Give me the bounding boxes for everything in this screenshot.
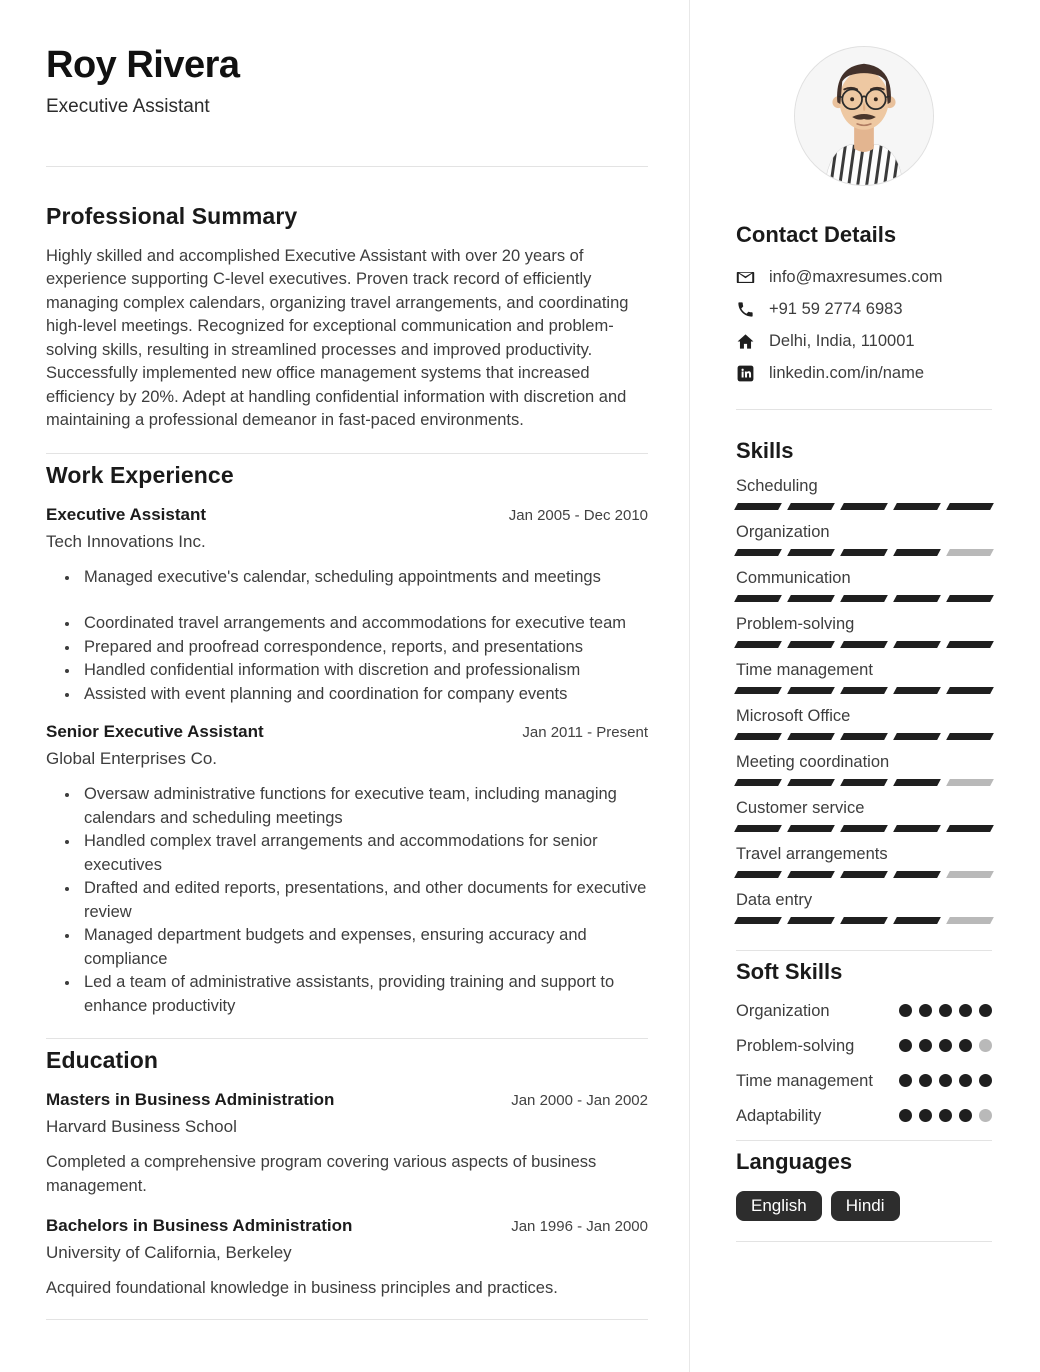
contact-address: Delhi, India, 110001 [769, 332, 915, 350]
education-dates: Jan 2000 - Jan 2002 [511, 1092, 648, 1110]
language-pill: Hindi [831, 1191, 900, 1221]
job-entry [46, 505, 648, 707]
skill-level-bar [736, 503, 992, 510]
job-bullet: • Managed executive's calendar, scheduling appointments and meetings [80, 566, 648, 590]
skill-level-bar [736, 917, 992, 924]
soft-skills-list [736, 999, 992, 1128]
soft-skill-item [736, 1104, 992, 1128]
job-bullet: • Oversaw administrative functions for executive team, including managing calendars and scheduling meetings [80, 783, 648, 830]
soft-skill-name: Problem-solving [736, 1037, 855, 1055]
home-icon [736, 332, 755, 351]
avatar-container [736, 46, 992, 186]
person-name: Roy Rivera [46, 44, 240, 86]
job-bullet: • Coordinated travel arrangements and accommodations for executive team [80, 612, 648, 636]
contact-linkedin: linkedin.com/in/name [769, 364, 924, 382]
skill-level-bar [736, 733, 992, 740]
email-icon [736, 268, 755, 287]
skill-item [736, 523, 992, 556]
sidebar [736, 0, 992, 1372]
contact-item-address [736, 332, 992, 351]
soft-skill-item [736, 1069, 992, 1093]
languages-heading: Languages [736, 1149, 853, 1174]
school-name: Harvard Business School [46, 1117, 237, 1137]
skill-level-bar [736, 595, 992, 602]
job-dates: Jan 2005 - Dec 2010 [508, 506, 648, 524]
skill-name: Organization [736, 523, 830, 541]
skill-level-bar [736, 825, 992, 832]
education-header [46, 1216, 648, 1236]
soft-skill-dots [899, 999, 992, 1017]
skill-level-bar [736, 871, 992, 878]
job-bullet: • Assisted with event planning and coordination for company events [80, 683, 648, 707]
skill-item [736, 707, 992, 740]
job-bullet: • Prepared and proofread correspondence, reports, and presentations [80, 636, 648, 660]
job-bullet-list [46, 783, 648, 1018]
skill-name: Microsoft Office [736, 707, 851, 725]
soft-skill-dots [899, 1034, 992, 1052]
soft-skills-heading: Soft Skills [736, 959, 843, 984]
contact-item-linkedin [736, 364, 992, 383]
divider [736, 1140, 992, 1141]
soft-skill-name: Adaptability [736, 1107, 822, 1125]
person-title: Executive Assistant [46, 95, 210, 117]
education-description: Completed a comprehensive program covering various aspects of business management. [46, 1153, 597, 1195]
language-pill: English [736, 1191, 822, 1221]
job-bullet: • Led a team of administrative assistants, providing training and support to enhance productivity [80, 971, 648, 1018]
skill-level-bar [736, 687, 992, 694]
skill-item [736, 753, 992, 786]
education-header [46, 1090, 648, 1110]
divider [46, 1038, 648, 1039]
skill-item [736, 891, 992, 924]
degree-title: Bachelors in Business Administration [46, 1216, 353, 1236]
soft-skill-item [736, 1034, 992, 1058]
job-title: Senior Executive Assistant [46, 722, 264, 742]
job-bullet-list [46, 566, 648, 707]
job-header [46, 722, 648, 742]
column-divider [689, 0, 690, 1372]
school-name: University of California, Berkeley [46, 1243, 292, 1263]
soft-skill-item [736, 999, 992, 1023]
skill-item [736, 477, 992, 510]
soft-skill-dots [899, 1104, 992, 1122]
soft-skill-name: Organization [736, 1002, 830, 1020]
divider [46, 166, 648, 167]
job-bullet: • Handled complex travel arrangements and accommodations for senior executives [80, 830, 648, 877]
job-title: Executive Assistant [46, 504, 206, 524]
education-heading: Education [46, 1047, 159, 1074]
linkedin-icon [736, 364, 755, 383]
skill-item [736, 799, 992, 832]
divider [736, 409, 992, 410]
summary-text: Highly skilled and accomplished Executive Assistant with over 20 years of experience supporting C-level executives. Proven track record of efficiently managing complex calendars, organizing travel arrangements, and coordinating high-level meetings. Recognized for exceptional communication and problem-solving skills, resulting in streamlined processes and improved productivity. Successfully implemented new office management systems that increased efficiency by 20%. Adept at handling confidential information with discretion and maintaining a professional demeanor in fast-paced environments. [46, 246, 629, 430]
education-dates: Jan 1996 - Jan 2000 [511, 1218, 648, 1236]
education-description: Acquired foundational knowledge in business principles and practices. [46, 1279, 558, 1298]
phone-icon [736, 300, 755, 319]
skill-item [736, 845, 992, 878]
divider [736, 950, 992, 951]
contact-phone: +91 59 2774 6983 [769, 300, 903, 318]
contact-heading: Contact Details [736, 222, 897, 247]
skill-name: Problem-solving [736, 615, 855, 633]
skill-level-bar [736, 779, 992, 786]
skill-name: Communication [736, 569, 851, 587]
contact-item-phone [736, 300, 992, 319]
soft-skill-name: Time management [736, 1072, 873, 1090]
skill-name: Scheduling [736, 477, 818, 495]
skill-level-bar [736, 549, 992, 556]
skills-list [736, 477, 992, 924]
divider [46, 1319, 648, 1320]
job-bullet: • Handled confidential information with discretion and professionalism [80, 659, 648, 683]
skill-item [736, 615, 992, 648]
contact-email: info@maxresumes.com [769, 268, 943, 286]
contact-item-email [736, 268, 992, 287]
job-dates: Jan 2011 - Present [522, 724, 648, 742]
divider [46, 453, 648, 454]
skill-name: Data entry [736, 891, 813, 909]
avatar-illustration [795, 47, 933, 185]
contact-list [736, 268, 992, 383]
job-company: Global Enterprises Co. [46, 749, 218, 769]
skill-name: Meeting coordination [736, 753, 890, 771]
soft-skill-dots [899, 1069, 992, 1087]
languages-list [736, 1191, 992, 1221]
skills-heading: Skills [736, 438, 794, 463]
job-company: Tech Innovations Inc. [46, 531, 206, 551]
skill-name: Time management [736, 661, 873, 679]
skill-name: Customer service [736, 799, 865, 817]
skill-item [736, 569, 992, 602]
work-heading: Work Experience [46, 461, 234, 488]
job-bullet: • Drafted and edited reports, presentations, and other documents for executive review [80, 877, 648, 924]
summary-heading: Professional Summary [46, 202, 298, 229]
education-entry [46, 1090, 648, 1198]
education-entry [46, 1216, 648, 1301]
avatar [794, 46, 934, 186]
degree-title: Masters in Business Administration [46, 1090, 335, 1110]
job-bullet: • Managed department budgets and expenses, ensuring accuracy and compliance [80, 924, 648, 971]
skill-level-bar [736, 641, 992, 648]
skill-item [736, 661, 992, 694]
job-entry [46, 722, 648, 1018]
skill-name: Travel arrangements [736, 845, 888, 863]
job-header [46, 505, 648, 525]
divider [736, 1241, 992, 1242]
